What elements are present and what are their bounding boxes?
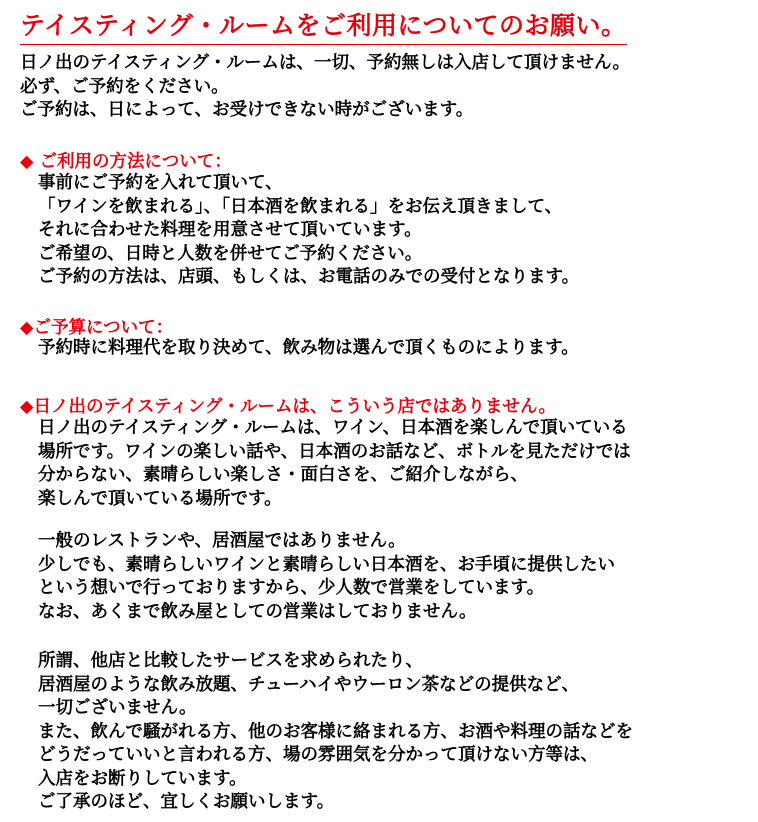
intro-line: 必ず、ご予約をください。 — [20, 76, 229, 97]
section-notshop-body — [38, 417, 631, 511]
section-budget-body — [38, 337, 579, 361]
intro-line: ご予約は、日によって、お受けできない時がございます。 — [20, 100, 474, 120]
body-line: それに合わせた料理を用意させて頂いています。 — [38, 220, 422, 240]
body-line: 事前にご予約を入れて頂いて、 — [38, 173, 283, 193]
page-title: テイスティング・ルームをご利用についてのお願い。 — [20, 6, 627, 45]
body-line: 一般のレストランや、居酒屋ではありません。 — [38, 531, 406, 551]
body-line: という想いで行っておりますから、少人数で営業をしています。 — [38, 578, 545, 598]
body-line: どうだっていいと言われる方、場の雰囲気を分かって頂けない方等は、 — [38, 745, 598, 765]
body-line: 所謂、他店と比較したサービスを求められたり、 — [38, 651, 423, 671]
body-line: 楽しんで頂いている場所です。 — [38, 488, 282, 509]
body-line: 「ワインを飲まれる」、「日本酒を飲まれる」をお伝え頂きまして、 — [38, 196, 563, 217]
body-line: 一切ございません。 — [38, 698, 197, 718]
body-line: 入店をお断りしています。 — [38, 768, 247, 789]
body-line: 場所です。ワインの楽しい話や、日本酒のお話など、ボトルを見ただけでは — [38, 441, 631, 462]
body-line: 居酒屋のような飲み放題、チューハイやウーロン茶などの提供など、 — [38, 674, 580, 695]
section-usage-heading: ◆ ご利用の方法について： — [20, 152, 232, 172]
body-line: なお、あくまで飲み屋としての営業はしておりません。 — [38, 601, 477, 622]
intro-line: 日ノ出のテイスティング・ルームは、一切、予約無しは入店して頂けません。 — [20, 53, 631, 73]
body-line: また、飲んで騒がれる方、他のお客様に絡まれる方、お酒や料理の話などを — [38, 721, 633, 742]
body-line: 少しでも、素晴らしいワインと素晴らしい日本酒を、お手頃に提供したい — [38, 554, 615, 575]
section-budget-heading: ◆ご予算について： — [20, 318, 174, 338]
body-line: 予約時に料理代を取り決めて、飲み物は選んで頂くものによります。 — [38, 338, 579, 358]
section-notshop-body-2 — [38, 530, 615, 624]
section-usage-body — [38, 172, 579, 290]
section-notshop-heading: ◆日ノ出のテイスティング・ルームは、こういう店ではありません。 — [20, 397, 557, 417]
body-line: 日ノ出のテイスティング・ルームは、ワイン、日本酒を楽しんで頂いている — [38, 418, 628, 438]
body-line: ご希望の、日時と人数を併せてご予約ください。 — [38, 243, 423, 264]
body-line: ご予約の方法は、店頭、もしくは、お電話のみでの受付となります。 — [38, 267, 580, 287]
body-line: 分からない、素晴らしい楽しさ・面白さを、ご紹介しながら、 — [38, 465, 528, 485]
body-line: ご了承のほど、宜しくお願いします。 — [38, 792, 335, 812]
intro-paragraph — [20, 52, 630, 123]
section-notshop-body-3 — [38, 650, 633, 815]
